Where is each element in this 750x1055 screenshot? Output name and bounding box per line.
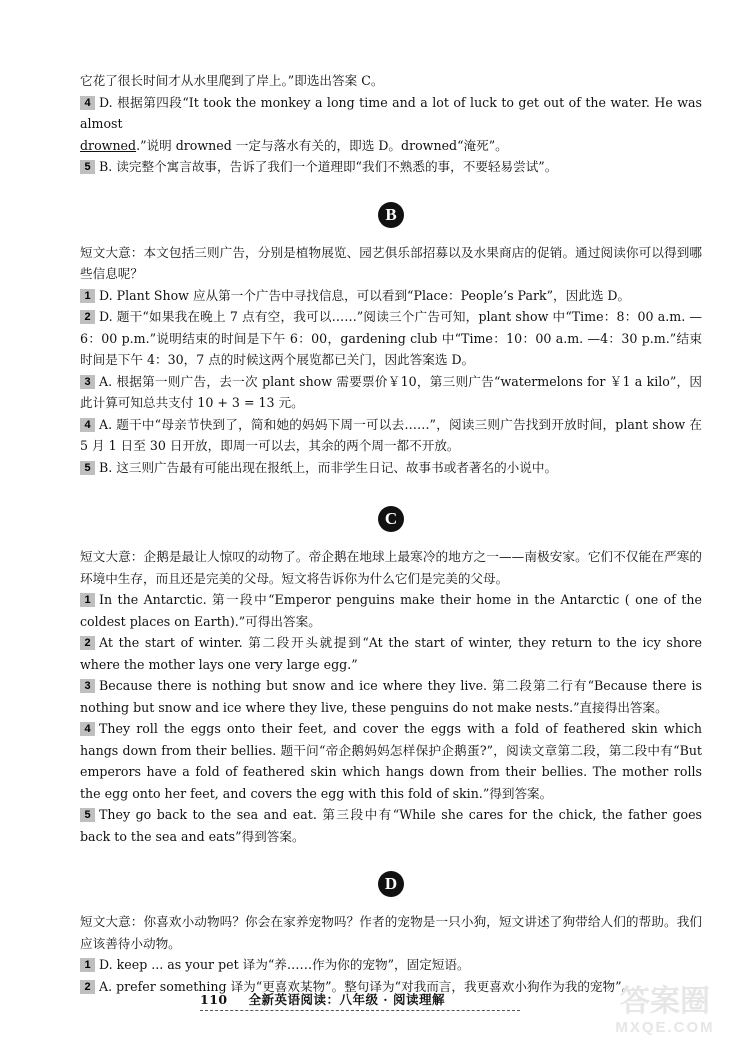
answer-number: 4 <box>80 722 95 736</box>
answer-number: 1 <box>80 958 95 972</box>
answer-number: 4 <box>80 418 95 432</box>
answer-b2 <box>80 306 702 371</box>
answer-c4 <box>80 718 702 804</box>
section-d-header <box>80 871 702 901</box>
answer-text: D. Plant Show 应从第一个广告中寻找信息，可以看到“Place：People’s Park”，因此选 D。 <box>99 287 631 303</box>
answer-number: 2 <box>80 636 95 650</box>
section-c-header <box>80 506 702 536</box>
answer-number: 4 <box>80 96 95 110</box>
answer-text: A. 根据第一则广告，去一次 plant show 需要票价￥10，第三则广告“watermelons for ￥1 a kilo”，因此计算可知总共支付 10 + 3 = 13 元。 <box>80 373 702 410</box>
answer-b5 <box>80 457 702 479</box>
answer-text: A. prefer something 译为“更喜欢某物”。整句译为“对我而言，我更喜欢小狗作为我的宠物”。 <box>99 978 635 994</box>
answer-text: A. 题干中“母亲节快到了，简和她的妈妈下周一可以去……”，阅读三则广告找到开放时间，plant show 在 5 月 1 日至 30 日开放，即周一可以去，其余的两个周一都不开放。 <box>80 416 702 453</box>
answer-number: 5 <box>80 808 95 822</box>
footer-divider <box>200 1010 520 1011</box>
answer-text: .”说明 drowned 一定与落水有关的，即选 D。drowned“淹死”。 <box>136 137 508 153</box>
section-badge: D <box>378 871 404 897</box>
answer-text: B. 读完整个寓言故事，告诉了我们一个道理即“我们不熟悉的事，不要轻易尝试”。 <box>99 159 558 174</box>
answer-page <box>80 70 702 997</box>
answer-5 <box>80 156 702 178</box>
answer-number: 2 <box>80 310 95 324</box>
answer-text: At the start of winter. 第二段开头就提到“At the start of winter, they return to the icy shore where the mother lays one very large egg.” <box>80 635 702 672</box>
answer-c5 <box>80 804 702 847</box>
answer-text: Because there is nothing but snow and ice where they live. 第二段第二行有“Because there is nothing but snow and ice where they live, these penguins do not make nests.”直接得出答案。 <box>80 678 702 715</box>
answer-text: B. 这三则广告最有可能出现在报纸上，而非学生日记、故事书或者著名的小说中。 <box>99 459 558 475</box>
section-c-intro: 短文大意：企鹅是最让人惊叹的动物了。帝企鹅在地球上最寒冷的地方之一——南极安家。它们不仅能在严寒的环境中生存，而且还是完美的父母。短文将告诉你为什么它们是完美的父母。 <box>80 549 702 586</box>
answer-number: 3 <box>80 679 95 693</box>
answer-d1 <box>80 954 702 976</box>
answer-text: D. keep ... as your pet 译为“养……作为你的宠物”，固定短语。 <box>99 957 470 972</box>
answer-text: They roll the eggs onto their feet, and cover the eggs with a fold of feathered skin which hangs down from their bellies. 题干问“帝企鹅妈妈怎样保护企鹅蛋?”，阅读文章第二段，第二段中有“But emperors have a fold of feathered skin which hangs down from their bellies. The mother rolls the egg onto her feet, and covers the egg with this fold of skin.”得到答案。 <box>80 721 702 801</box>
section-d-intro: 短文大意：你喜欢小动物吗？你会在家养宠物吗？作者的宠物是一只小狗，短文讲述了狗带给人们的帮助。我们应该善待小动物。 <box>80 914 702 951</box>
answer-c3 <box>80 675 702 718</box>
answer-number: 3 <box>80 375 95 389</box>
page-footer <box>200 990 445 1008</box>
underlined-word: drowned <box>80 137 137 153</box>
answer-text: D. 根据第四段“It took the monkey a long time and a lot of luck to get out of the water. He was almost <box>80 94 702 131</box>
page-number: 110 <box>200 992 228 1007</box>
answer-number: 1 <box>80 289 95 303</box>
answer-4 <box>80 92 702 157</box>
answer-text: In the Antarctic. 第一段中“Emperor penguins make their home in the Antarctic ( one of the coldest places on Earth).”可得出答案。 <box>80 592 702 629</box>
watermark-text: 答案圈 <box>620 985 710 1018</box>
watermark-url: MXQE.COM <box>615 1019 715 1036</box>
answer-number: 2 <box>80 980 95 994</box>
book-title: 全新英语阅读：八年级 · 阅读理解 <box>248 992 446 1007</box>
section-b-intro: 短文大意：本文包括三则广告，分别是植物展览、园艺俱乐部招募以及水果商店的促销。通过阅读你可以得到哪些信息呢？ <box>80 244 702 281</box>
answer-number: 5 <box>80 160 95 174</box>
section-badge: C <box>378 506 404 532</box>
section-b-header <box>80 202 702 232</box>
answer-c1 <box>80 589 702 632</box>
section-badge: B <box>378 202 404 228</box>
answer-number: 1 <box>80 593 95 607</box>
continued-line: 它花了很长时间才从水里爬到了岸上。”即选出答案 C。 <box>80 73 384 88</box>
answer-text: They go back to the sea and eat. 第三段中有“While she cares for the chick, the father goes back to the sea and eats”得到答案。 <box>80 807 702 844</box>
answer-c2 <box>80 632 702 675</box>
answer-text: D. 题干“如果我在晚上 7 点有空，我可以……”阅读三个广告可知，plant show 中“Time：8：00 a.m. —6：00 p.m.”说明结束的时间是下午 6：00，gardening club 中“Time：10：00 a.m. —4：30 p.m.”结束时间是下午 4：30，7 点的时候这两个展览都已关门，因此答案选 D。 <box>80 309 702 367</box>
answer-b1 <box>80 285 702 307</box>
answer-b4 <box>80 414 702 457</box>
watermark-logo <box>600 985 730 1045</box>
answer-b3 <box>80 371 702 414</box>
answer-number: 5 <box>80 461 95 475</box>
